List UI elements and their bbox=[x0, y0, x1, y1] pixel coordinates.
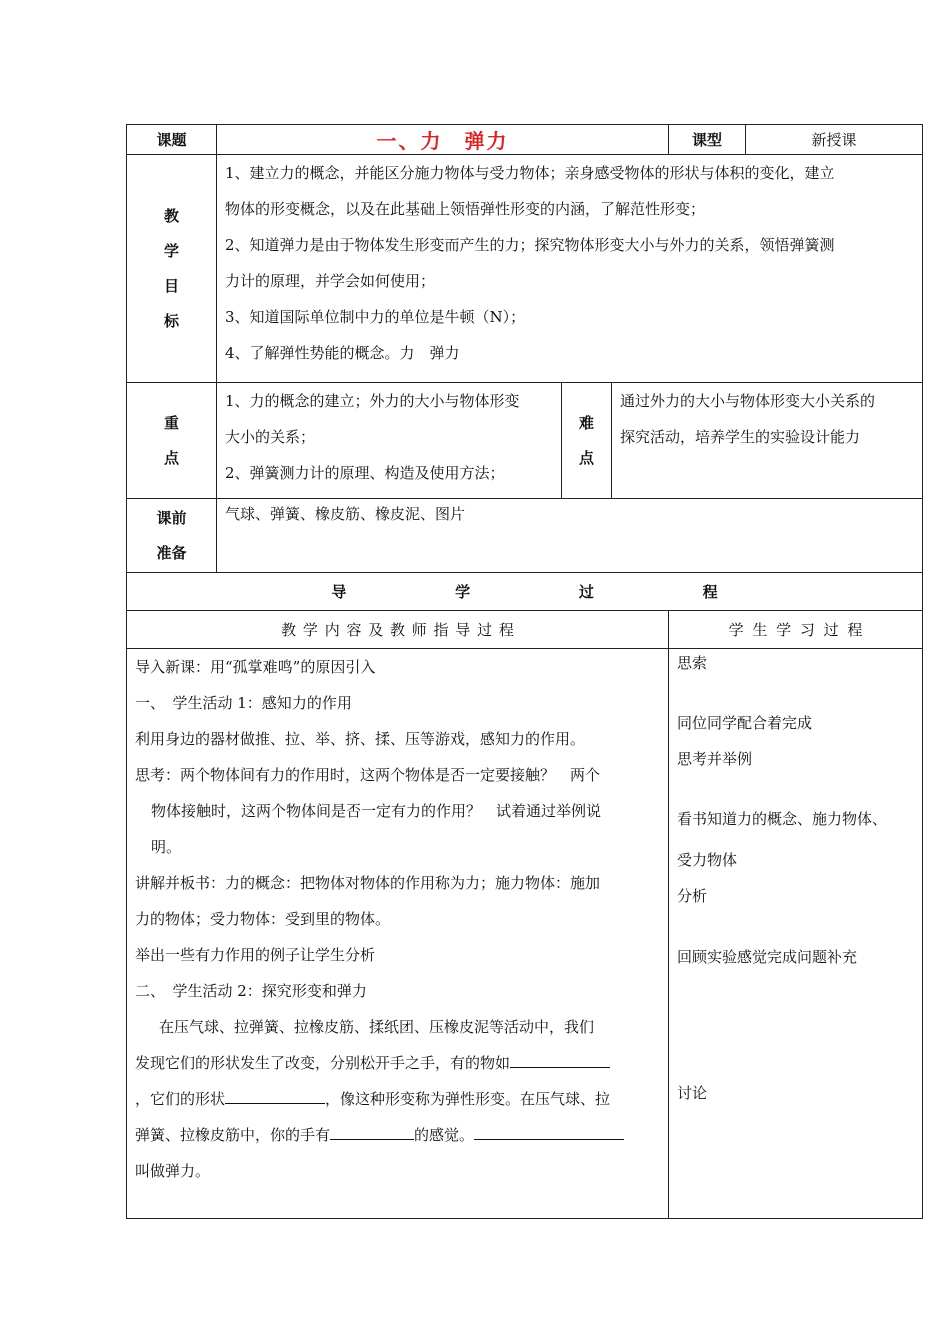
keypoint-line: 1、力的概念的建立；外力的大小与物体形变 bbox=[225, 392, 520, 410]
student-line: 回顾实验感觉完成问题补充 bbox=[677, 948, 858, 966]
objective-line: 物体的形变概念，以及在此基础上领悟弹性形变的内涵，了解范性形变； bbox=[225, 200, 706, 218]
difficulty-line: 探究活动，培养学生的实验设计能力 bbox=[620, 428, 861, 446]
student-process-content bbox=[669, 649, 923, 1219]
process-content-row bbox=[127, 649, 923, 1219]
teacher-line: 叫做弹力。 bbox=[135, 1162, 211, 1180]
teacher-line-with-blank: ，它们的形状 ，像这种形变称为弹性形变。在压气球、拉 bbox=[135, 1081, 660, 1117]
type-value: 新授课 bbox=[746, 125, 923, 155]
objective-line: 4、了解弹性势能的概念。力 弹力 bbox=[225, 344, 460, 362]
teacher-line: 二、 学生活动 2：探究形变和弹力 bbox=[135, 982, 367, 1000]
teacher-line: 讲解并板书：力的概念：把物体对物体的作用称为力；施力物体：施加 bbox=[135, 874, 601, 892]
objectives-label: 教 学 目 标 bbox=[127, 155, 217, 383]
process-title-char: 过 bbox=[578, 583, 594, 601]
difficulty-line: 通过外力的大小与物体形变大小关系的 bbox=[620, 392, 876, 410]
objectives-content bbox=[217, 155, 923, 383]
student-line: 思考并举例 bbox=[677, 750, 753, 768]
lesson-plan-table bbox=[126, 124, 923, 1219]
objective-line: 3、知道国际单位制中力的单位是牛顿（N）； bbox=[225, 308, 526, 326]
keypoints-content bbox=[217, 383, 562, 499]
fill-blank[interactable] bbox=[474, 1123, 624, 1140]
objective-line: 力计的原理，并学会如何使用； bbox=[225, 272, 436, 290]
teacher-line: 举出一些有力作用的例子让学生分析 bbox=[135, 946, 376, 964]
keypoint-line: 2、弹簧测力计的原理、构造及使用方法； bbox=[225, 464, 505, 482]
keypoint-line: 大小的关系； bbox=[225, 428, 316, 446]
teacher-process-content bbox=[127, 649, 669, 1219]
prep-row bbox=[127, 499, 923, 573]
difficulty-label: 难 点 bbox=[562, 383, 612, 499]
process-title-char: 程 bbox=[702, 583, 718, 601]
student-line: 分析 bbox=[677, 887, 708, 905]
type-label: 课型 bbox=[669, 125, 746, 155]
process-title bbox=[127, 573, 923, 611]
objective-line: 1、建立力的概念，并能区分施力物体与受力物体；亲身感受物体的形状与体积的变化，建立 bbox=[225, 164, 835, 182]
topic-title: 一、力 弹力 bbox=[376, 129, 509, 153]
student-line: 受力物体 bbox=[677, 851, 738, 869]
student-process-header: 学 生 学 习 过 程 bbox=[669, 611, 923, 649]
teacher-line: 一、 学生活动 1：感知力的作用 bbox=[135, 694, 352, 712]
teacher-line: 在压气球、拉弹簧、拉橡皮筋、揉纸团、压橡皮泥等活动中，我们 bbox=[159, 1018, 595, 1036]
topic-label: 课题 bbox=[127, 125, 217, 155]
lesson-plan-table-wrapper bbox=[126, 124, 922, 1219]
fill-blank[interactable] bbox=[330, 1123, 414, 1140]
objectives-row bbox=[127, 155, 923, 383]
prep-value: 气球、弹簧、橡皮筋、橡皮泥、图片 bbox=[217, 499, 923, 573]
teacher-process-header: 教 学 内 容 及 教 师 指 导 过 程 bbox=[127, 611, 669, 649]
teacher-line-with-blank: 发现它们的形状发生了改变，分别松开手之手，有的物如 bbox=[135, 1045, 660, 1081]
process-title-row bbox=[127, 573, 923, 611]
student-line: 看书知道力的概念、施力物体、 bbox=[677, 810, 888, 828]
teacher-line: 导入新课：用“孤掌难鸣”的原因引入 bbox=[135, 658, 376, 676]
process-title-char: 学 bbox=[455, 583, 471, 601]
teacher-line: 利用身边的器材做推、拉、举、挤、揉、压等游戏，感知力的作用。 bbox=[135, 730, 586, 748]
teacher-line: 明。 bbox=[151, 838, 182, 856]
student-line: 思索 bbox=[677, 654, 708, 672]
objective-line: 2、知道弹力是由于物体发生形变而产生的力；探究物体形变大小与外力的关系，领悟弹簧测 bbox=[225, 236, 835, 254]
fill-blank[interactable] bbox=[510, 1051, 610, 1068]
teacher-line: 物体接触时，这两个物体间是否一定有力的作用？ 试着通过举例说 bbox=[151, 802, 602, 820]
teacher-line: 力的物体；受力物体：受到里的物体。 bbox=[135, 910, 391, 928]
difficulty-content bbox=[612, 383, 923, 499]
teacher-line: 思考：两个物体间有力的作用时，这两个物体是否一定要接触？ 两个 bbox=[135, 766, 601, 784]
keypoints-row bbox=[127, 383, 923, 499]
fill-blank[interactable] bbox=[225, 1087, 325, 1104]
topic-title-cell bbox=[217, 125, 669, 155]
keypoints-label: 重 点 bbox=[127, 383, 217, 499]
student-line: 同位同学配合着完成 bbox=[677, 714, 813, 732]
process-header-row bbox=[127, 611, 923, 649]
teacher-line-with-blank: 弹簧、拉橡皮筋中，你的手有 的感觉。 bbox=[135, 1117, 660, 1153]
prep-label: 课前 准备 bbox=[127, 499, 217, 573]
header-row bbox=[127, 125, 923, 155]
process-title-char: 导 bbox=[331, 583, 347, 601]
student-line: 讨论 bbox=[677, 1084, 708, 1102]
